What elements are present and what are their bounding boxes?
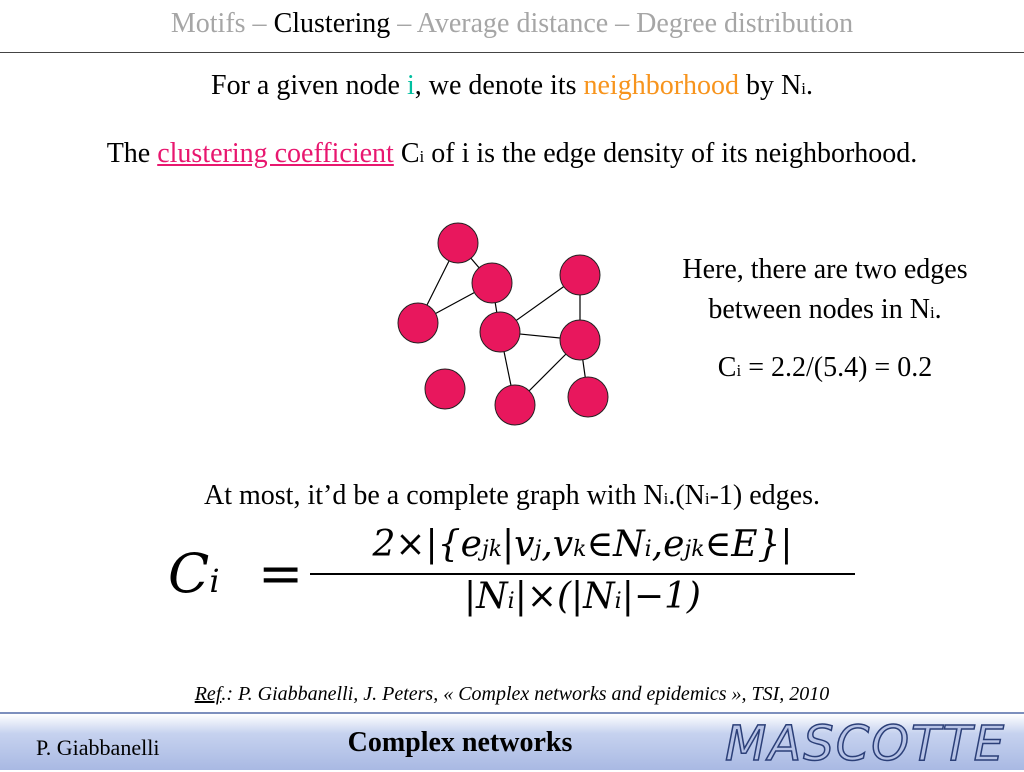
graph-nodes — [398, 223, 608, 425]
text-segment: by N — [746, 70, 802, 101]
text-segment: = 2.2/(5.4) = 0.2 — [748, 352, 933, 383]
text-segment: -1) edges. — [709, 480, 820, 511]
neighborhood-term: neighborhood — [583, 70, 740, 101]
subscript: i — [419, 147, 425, 166]
graph-node — [425, 369, 465, 409]
subscript: i — [209, 562, 220, 600]
coefficient-value — [630, 352, 1020, 384]
formula-lhs — [168, 542, 220, 605]
example-graph — [380, 205, 620, 445]
formula-equals: = — [258, 542, 304, 605]
text-segment: , we denote its — [414, 70, 577, 101]
text-segment: C — [717, 352, 737, 383]
graph-node — [398, 303, 438, 343]
ref-label: Ref — [194, 683, 222, 705]
fraction-bar — [310, 573, 855, 575]
nav-rest: – Average distance – Degree distribution — [397, 8, 854, 39]
text-segment: C — [168, 542, 210, 605]
slide-nav-header — [0, 8, 1024, 40]
graph-node — [495, 385, 535, 425]
graph-node — [560, 320, 600, 360]
text-segment: The — [106, 138, 151, 169]
text-segment: between nodes in N — [708, 294, 930, 325]
note-line-1: Here, there are two edges — [682, 254, 968, 285]
neighborhood-definition — [0, 70, 1024, 102]
ref-text: .: P. Giabbanelli, J. Peters, « Complex networks and epidemics », TSI, 2010 — [221, 683, 830, 705]
graph-node — [438, 223, 478, 263]
complete-graph-note — [0, 480, 1024, 512]
node-i: i — [406, 70, 415, 101]
footer-author: P. Giabbanelli — [36, 735, 160, 760]
edge-count-note — [630, 250, 1020, 333]
subscript: i — [801, 79, 806, 98]
clustering-coefficient-link[interactable]: clustering coefficient — [157, 138, 394, 169]
nav-motifs: Motifs – — [170, 8, 267, 39]
text-segment: of i is the edge density of its neighborhood. — [431, 138, 918, 169]
footer-course-title: Complex networks — [347, 727, 573, 758]
subscript: i — [929, 303, 935, 322]
reference — [0, 683, 1024, 706]
text-segment: At most, it’d be a complete graph with N — [204, 480, 664, 511]
text-segment: . — [934, 294, 942, 325]
clustering-formula — [160, 520, 880, 630]
graph-node — [568, 377, 608, 417]
text-segment: C — [400, 138, 420, 169]
note-line-2 — [630, 290, 1020, 333]
header-divider — [0, 52, 1024, 53]
graph-node — [472, 263, 512, 303]
nav-clustering-active: Clustering — [273, 8, 391, 39]
clustering-definition — [0, 138, 1024, 170]
text-segment: .(N — [668, 480, 705, 511]
graph-node — [480, 312, 520, 352]
formula-denominator: |Ni|×(|Ni|−1) — [464, 576, 701, 617]
formula-numerator: 2×|{ejk|vj,vk∈Ni,ejk∈E}| — [372, 524, 793, 565]
mascotte-logo: MASCOTTE — [725, 716, 1006, 772]
subscript: i — [663, 489, 669, 508]
subscript: i — [704, 489, 710, 508]
text-segment: . — [806, 70, 813, 101]
subscript: i — [736, 361, 742, 380]
text-segment: For a given node — [211, 70, 400, 101]
graph-node — [560, 255, 600, 295]
